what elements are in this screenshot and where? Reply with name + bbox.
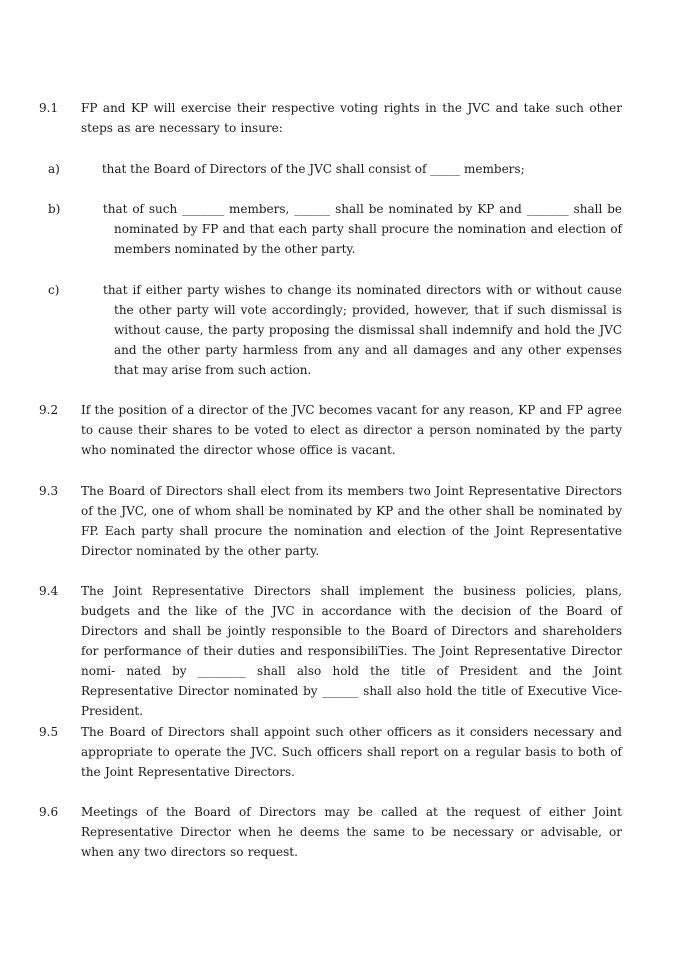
section-9-3 bbox=[39, 481, 622, 561]
section-9-2 bbox=[39, 400, 622, 460]
clause-label: b) bbox=[48, 202, 61, 216]
section-text: FP and KP will exercise their respective voting rights in the JVC and take such other steps as are necessary to insure: bbox=[81, 101, 622, 135]
clause-text: that if either party wishes to change its nominated directors with or without cause the other party will vote accordingly; provided, however, that if such dismissal is without cause, the party proposing the dismissal shall indemnify and hold the JVC and the other party harmless from any and all damages and any other expenses that may arise from such action. bbox=[103, 283, 622, 377]
section-number: 9.3 bbox=[39, 484, 59, 498]
section-text: The Board of Directors shall appoint such other officers as it considers necessary and appropriate to operate the JVC. Such officers shall report on a regular basis to both of the Joint Representative Directors. bbox=[81, 725, 622, 779]
section-number: 9.1 bbox=[39, 101, 59, 115]
section-9-1 bbox=[39, 98, 622, 138]
section-number: 9.5 bbox=[39, 725, 59, 739]
clause-label: c) bbox=[48, 283, 60, 297]
section-number: 9.4 bbox=[39, 584, 59, 598]
clause-9-1-c bbox=[48, 280, 622, 380]
section-text: Meetings of the Board of Directors may be called at the request of either Joint Representative Director when he deems the same to be necessary or advisable, or when any two directors so request. bbox=[81, 805, 622, 859]
section-9-4 bbox=[39, 581, 622, 721]
section-text: The Joint Representative Directors shall implement the business policies, plans, budgets and the like of the JVC in accordance with the decision of the Board of Directors and shall be jointly responsible to the Board of Directors and shareholders for performance of their duties and responsibiliTies. The Joint Representative Director nomi- nated by ________ shall also hold the title of President and the Joint Representative Director nominated by ______ shall also hold the title of Executive Vice-President. bbox=[81, 584, 622, 718]
section-9-6 bbox=[39, 802, 622, 862]
section-text: The Board of Directors shall elect from its members two Joint Representative Directors of the JVC, one of whom shall be nominated by KP and the other shall be nominated by FP. Each party shall procure the nomination and election of the Joint Representative Director nominated by the other party. bbox=[81, 484, 622, 558]
section-9-5 bbox=[39, 722, 622, 782]
section-number: 9.2 bbox=[39, 403, 59, 417]
clause-text: that of such _______ members, ______ shall be nominated by KP and _______ shall be nominated by FP and that each party shall procure the nomination and election of members nominated by the other party. bbox=[102, 202, 622, 256]
section-number: 9.6 bbox=[39, 805, 59, 819]
clause-label: a) bbox=[48, 162, 60, 176]
clause-9-1-b bbox=[48, 199, 622, 259]
clause-9-1-a bbox=[48, 159, 622, 179]
clause-text: that the Board of Directors of the JVC shall consist of _____ members; bbox=[101, 162, 525, 176]
section-text: If the position of a director of the JVC becomes vacant for any reason, KP and FP agree to cause their shares to be voted to elect as director a person nominated by the party who nominated the director whose office is vacant. bbox=[81, 403, 622, 457]
